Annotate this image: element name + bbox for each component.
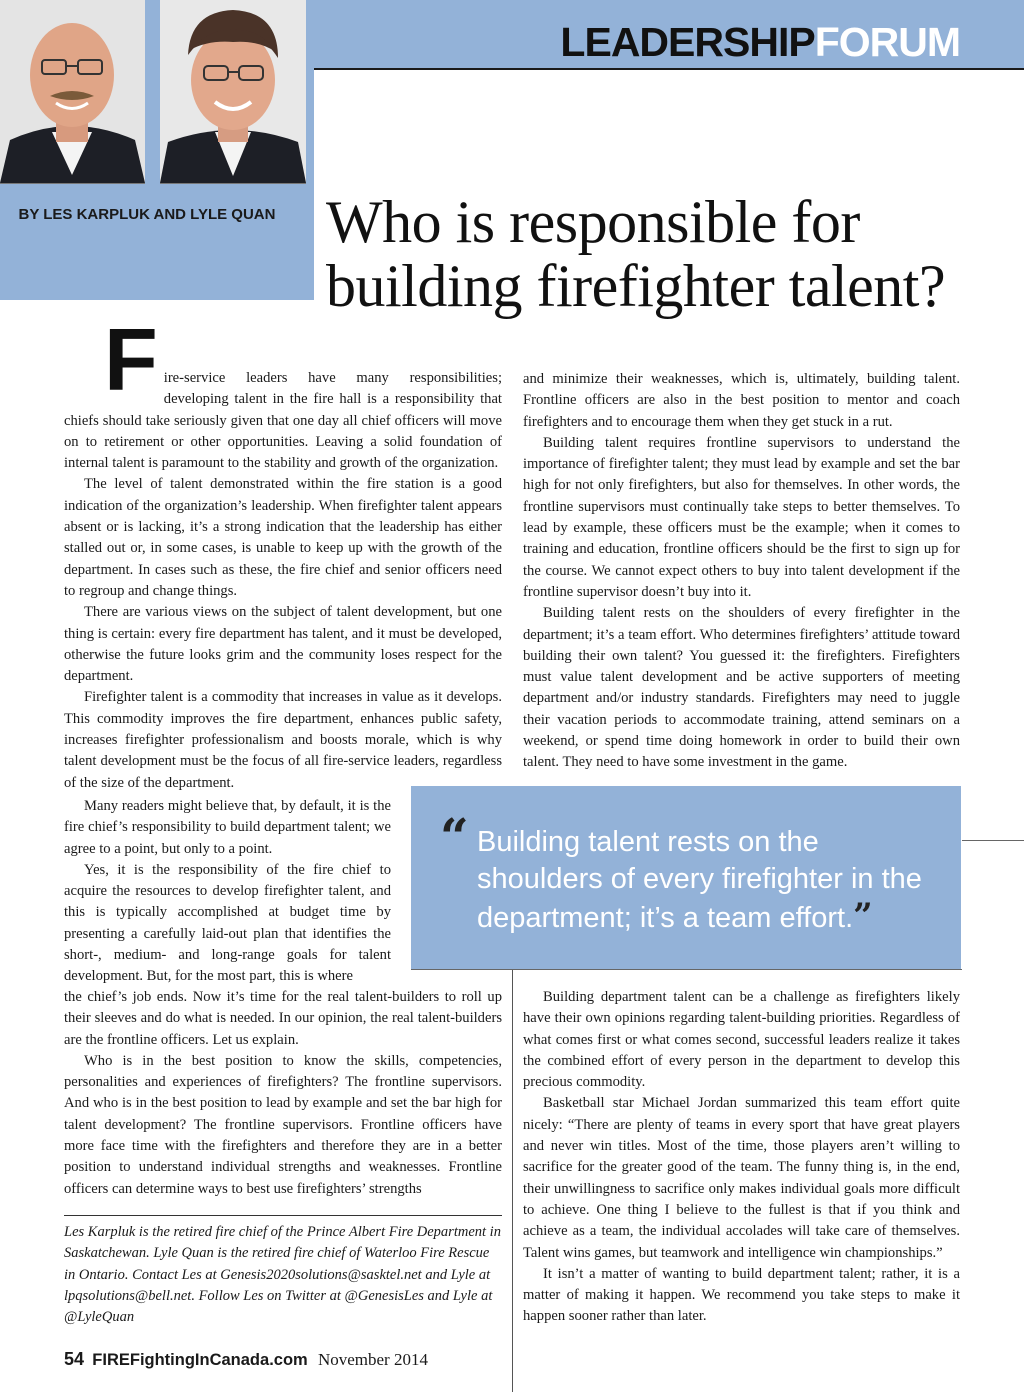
open-quote-icon: “ — [440, 807, 469, 866]
author-photo-karpluk — [0, 0, 145, 184]
body-column-right-bottom — [523, 987, 960, 1328]
byline: BY LES KARPLUK AND LYLE QUAN — [18, 206, 276, 223]
body-paragraph: Building talent requires frontline supervisors to understand the importance of firefighter talent; they must lead by example and set the bar high for not only firefighters, but also for themselves. In other words, the frontline supervisors must continually take steps to better themselves. To lead by example, these officers must be the example; when it comes to training and education, frontline officers should be the first to sign up for the course. We cannot expect others to buy into talent development if the frontline supervisor doesn’t buy into it. — [523, 434, 960, 600]
body-paragraph: Who is in the best position to know the skills, competencies, personalities and experiences of firefighters? The frontline supervisors. And who is in the best position to lead by example and set the bar high for talent development? The frontline supervisors. Frontline officers have more face time with the firefighters and therefore they are in a better position to understand individual strengths and weaknesses. Frontline officers can determine ways to best use firefighters’ strengths — [64, 1052, 502, 1197]
pull-quote — [477, 824, 947, 937]
body-paragraph: ire-service leaders have many responsibilities; developing talent in the fire hall is a responsibility that chiefs should take seriously given that one day all chief officers will move on to retirement or other opportunities. Leaving a solid foundation of internal talent is paramount to the stability and growth of the organization. — [64, 370, 502, 472]
kicker-leadership: LEADERSHIP — [560, 19, 815, 65]
kicker-forum: FORUM — [814, 19, 960, 65]
pull-quote-text: Building talent rests on the shoulders of every firefighter in the department; it’s a team effort. — [477, 826, 922, 934]
pull-quote-rule — [411, 969, 962, 970]
close-quote-icon: ” — [853, 896, 873, 936]
body-paragraph: The level of talent demonstrated within the fire station is a good indication of the organization’s leadership. When firefighter talent appears absent or is lacking, it’s a strong indication that the leadership has either stalled out or, in some cases, is unable to keep up with the growth of the department. In cases such as these, the fire chief and senior officers need to regroup and change things. — [64, 476, 502, 599]
author-bio: Les Karpluk is the retired fire chief of the Prince Albert Fire Department in Saskatchewan. Lyle Quan is the retired fire chief of Waterloo Fire Rescue in Ontario. Contact Les at Genesis2020solutions@sasktel.net and Lyle at lpqsolutions@bell.net. Follow Les on Twitter at @GenesisLes and Lyle at @LyleQuan — [64, 1224, 501, 1326]
page-number: 54 — [64, 1349, 85, 1369]
body-paragraph: Yes, it is the responsibility of the fire chief to acquire the resources to develop firefighter talent, and this is typically accomplished at budget time by presenting a carefully laid-out plan that identifies the short-, medium- and long-range goals for talent development. But, for the most part, this is where — [64, 861, 391, 985]
body-paragraph: and minimize their weaknesses, which is, ultimately, building talent. Frontline officers are also in the best position to mentor and coach firefighters and to encourage them when they get stuck in a rut. — [523, 371, 960, 430]
footer-issue: November 2014 — [317, 1350, 428, 1369]
footer-site: FIREFightingInCanada.com — [92, 1351, 308, 1369]
body-column-left-narrow — [64, 796, 391, 988]
body-column-left-bottom — [64, 987, 502, 1200]
section-kicker — [560, 19, 960, 65]
body-paragraph: the chief’s job ends. Now it’s time for the real talent-builders to roll up their sleeves and do what is needed. In our opinion, the real talent-builders are the frontline officers. Let us explain. — [64, 989, 502, 1048]
column-divider — [512, 970, 513, 1392]
drop-cap: F — [104, 310, 158, 409]
article-title: Who is responsible for building firefighter talent? — [326, 189, 946, 319]
body-paragraph: Many readers might believe that, by default, it is the fire chief’s responsibility to build department talent; we agree to a point, but only to a point. — [64, 798, 391, 857]
body-paragraph: Building department talent can be a challenge as firefighters likely have their own opinions regarding talent-building priorities. Regardless of what comes first or what comes second, successful leaders realize it takes the combined effort of every person in the department to develop this precious commodity. — [523, 989, 960, 1091]
body-paragraph: Basketball star Michael Jordan summarized this team effort quite nicely: “There are plenty of teams in every sport that have great players and never win titles. Most of the time, those players aren’t willing to sacrifice for the greater good of the team. The funny thing is, in the end, their unwillingness to sacrifice only makes individual goals more difficult to achieve. One thing I believe to the fullest is that if you think and achieve as a team, the individual accolades will take care of themselves. Talent wins games, but teamwork and intelligence win championships.” — [523, 1095, 960, 1261]
header-rule — [314, 68, 1024, 70]
bio-rule — [64, 1215, 502, 1216]
page-footer — [64, 1349, 428, 1370]
body-paragraph: It isn’t a matter of wanting to build department talent; rather, it is a matter of making it happen. We recommend you take steps to make it happen sooner rather than later. — [523, 1265, 960, 1325]
pull-quote-side-rule — [962, 840, 1024, 841]
body-column-left-top — [64, 310, 502, 794]
body-paragraph: Firefighter talent is a commodity that increases in value as it develops. This commodity improves the fire department, enhances public safety, increases firefighter professionalism and boosts morale, which is why talent development must be the focus of all fire-service leaders, regardless of the size of the department. — [64, 689, 502, 791]
body-paragraph: Building talent rests on the shoulders of every firefighter in the department; it’s a team effort. Who determines firefighters’ attitude toward building their own talent? You guessed it: the firefighters. Firefighters must value talent development and be active supporters of meeting department and/or industry standards. Firefighters may need to juggle their vacation periods to accommodate training, attend seminars on a weekend, or spend time doing homework in order to build their own talent. They need to have some investment in the game. — [523, 605, 960, 771]
body-paragraph: There are various views on the subject of talent development, but one thing is certain: every fire department has talent, and it must be developed, otherwise the future looks grim and the community loses respect for the department. — [64, 604, 502, 685]
author-photo-quan — [160, 0, 306, 184]
body-column-right-top — [523, 369, 960, 774]
